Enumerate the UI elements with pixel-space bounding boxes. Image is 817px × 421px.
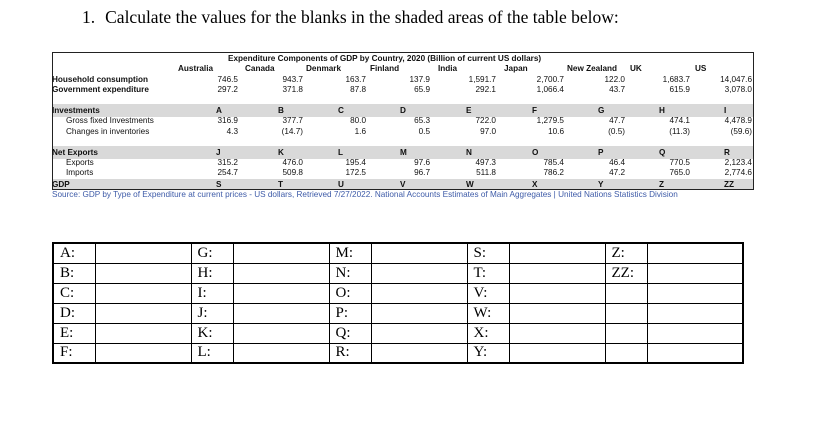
value-cell: 43.7: [609, 85, 625, 94]
value-cell: 722.0: [475, 116, 496, 125]
country-header: New Zealand: [567, 64, 618, 73]
value-cell: 476.0: [282, 158, 303, 167]
value-cell: 786.2: [543, 168, 564, 177]
country-header: Japan: [504, 64, 528, 73]
value-cell: 943.7: [282, 75, 303, 84]
answer-label: ZZ:: [605, 263, 647, 283]
blank-cell: O: [532, 148, 539, 157]
answer-label: N:: [329, 263, 371, 283]
value-cell: 377.7: [282, 116, 303, 125]
country-header: Finland: [370, 64, 400, 73]
value-cell: 97.6: [414, 158, 430, 167]
answer-label: C:: [53, 283, 95, 303]
answer-label: J:: [191, 303, 233, 323]
answer-blank[interactable]: [647, 243, 743, 263]
answer-label: Y:: [467, 343, 509, 363]
value-cell: 1,683.7: [662, 75, 690, 84]
answer-blank[interactable]: [95, 343, 191, 363]
row-label: Investments: [52, 106, 100, 115]
blank-cell: U: [338, 180, 344, 189]
answer-blank[interactable]: [95, 323, 191, 343]
blank-cell: E: [466, 106, 472, 115]
answer-blank[interactable]: [233, 343, 329, 363]
answer-label: Q:: [329, 323, 371, 343]
answer-blank[interactable]: [647, 283, 743, 303]
value-cell: 80.0: [350, 116, 366, 125]
value-cell: 4.3: [226, 127, 238, 136]
blank-cell: Q: [659, 148, 666, 157]
answer-blank[interactable]: [647, 263, 743, 283]
answer-blank[interactable]: [233, 263, 329, 283]
blank-cell: I: [724, 106, 727, 115]
value-cell: 1,066.4: [536, 85, 564, 94]
blank-cell: C: [338, 106, 344, 115]
blank-cell: R: [724, 148, 730, 157]
value-cell: 195.4: [345, 158, 366, 167]
answer-row: [53, 343, 743, 363]
answer-blank[interactable]: [95, 303, 191, 323]
answer-blank[interactable]: [647, 343, 743, 363]
value-cell: 137.9: [409, 75, 430, 84]
value-cell: 47.7: [609, 116, 625, 125]
value-cell: 3,078.0: [724, 85, 752, 94]
row-label: Government expenditure: [52, 85, 149, 94]
answer-blank[interactable]: [647, 323, 743, 343]
question: [82, 7, 619, 28]
answer-blank[interactable]: [371, 263, 467, 283]
row-label: Net Exports: [52, 148, 98, 157]
answer-blank[interactable]: [233, 283, 329, 303]
blank-cell: P: [598, 148, 604, 157]
value-cell: (14.7): [281, 127, 303, 136]
answer-blank[interactable]: [371, 283, 467, 303]
value-cell: 1.6: [354, 127, 366, 136]
answer-label: [605, 343, 647, 363]
country-header: Denmark: [306, 64, 342, 73]
value-cell: 497.3: [475, 158, 496, 167]
blank-cell: ZZ: [724, 180, 735, 189]
blank-cell: K: [278, 148, 284, 157]
blank-cell: S: [216, 180, 222, 189]
value-cell: 292.1: [475, 85, 496, 94]
country-header: Australia: [178, 64, 214, 73]
value-cell: 96.7: [414, 168, 430, 177]
blank-cell: J: [216, 148, 221, 157]
blank-cell: B: [278, 106, 284, 115]
answer-grid: [52, 242, 744, 364]
value-cell: 2,774.6: [724, 168, 752, 177]
row-label: Changes in inventories: [66, 127, 150, 136]
answer-label: O:: [329, 283, 371, 303]
blank-cell: X: [532, 180, 538, 189]
answer-row: [53, 243, 743, 263]
value-cell: 511.8: [476, 168, 496, 177]
blank-cell: A: [216, 106, 222, 115]
value-cell: 254.7: [217, 168, 238, 177]
answer-row: [53, 263, 743, 283]
row-label: Gross fixed Investments: [66, 116, 154, 125]
value-cell: 765.0: [669, 168, 690, 177]
question-text: Calculate the values for the blanks in the shaded areas of the table below:: [105, 7, 619, 27]
value-cell: 10.6: [548, 127, 564, 136]
value-cell: 2,700.7: [536, 75, 564, 84]
answer-label: B:: [53, 263, 95, 283]
answer-blank[interactable]: [233, 323, 329, 343]
answer-row: [53, 283, 743, 303]
answer-label: K:: [191, 323, 233, 343]
answer-blank[interactable]: [509, 263, 605, 283]
answer-blank[interactable]: [647, 303, 743, 323]
value-cell: 1,279.5: [536, 116, 564, 125]
blank-cell: W: [466, 180, 474, 189]
value-cell: (11.3): [669, 127, 690, 136]
value-cell: (59.6): [730, 127, 752, 136]
answer-label: S:: [467, 243, 509, 263]
answer-label: Z:: [605, 243, 647, 263]
value-cell: 163.7: [345, 75, 366, 84]
answer-blank[interactable]: [509, 323, 605, 343]
answer-label: [605, 283, 647, 303]
answer-label: W:: [467, 303, 509, 323]
answer-blank[interactable]: [509, 283, 605, 303]
value-cell: 65.3: [414, 116, 430, 125]
value-cell: 65.9: [414, 85, 430, 94]
country-header: Canada: [245, 64, 275, 73]
answer-blank[interactable]: [371, 343, 467, 363]
answer-row: [53, 303, 743, 323]
value-cell: 785.4: [543, 158, 564, 167]
answer-label: V:: [467, 283, 509, 303]
answer-label: X:: [467, 323, 509, 343]
answer-label: I:: [191, 283, 233, 303]
value-cell: 615.9: [669, 85, 690, 94]
answer-label: D:: [53, 303, 95, 323]
answer-label: [605, 303, 647, 323]
value-cell: 46.4: [609, 158, 625, 167]
row-label: GDP: [52, 180, 70, 189]
blank-cell: L: [338, 148, 344, 157]
value-cell: 172.5: [345, 168, 366, 177]
question-number: 1.: [82, 7, 96, 27]
row-label: Exports: [66, 158, 94, 167]
value-cell: 1,591.7: [468, 75, 496, 84]
answer-blank[interactable]: [233, 303, 329, 323]
answer-label: R:: [329, 343, 371, 363]
value-cell: 122.0: [604, 75, 625, 84]
value-cell: 4,478.9: [724, 116, 752, 125]
value-cell: 316.9: [217, 116, 238, 125]
answer-blank[interactable]: [509, 303, 605, 323]
value-cell: 474.1: [669, 116, 690, 125]
row-label: Household consumption: [52, 75, 148, 84]
answer-blank[interactable]: [371, 323, 467, 343]
answer-label: A:: [53, 243, 95, 263]
answer-blank[interactable]: [233, 243, 329, 263]
blank-cell: T: [278, 180, 284, 189]
value-cell: 371.8: [282, 85, 303, 94]
answer-label: M:: [329, 243, 371, 263]
value-cell: 770.5: [669, 158, 690, 167]
country-header: UK: [630, 64, 642, 73]
answer-label: F:: [53, 343, 95, 363]
answer-blank[interactable]: [371, 243, 467, 263]
table-source: Source: GDP by Type of Expenditure at current prices - US dollars, Retrieved 7/27/2022. National Accounts Estimates of Main Aggregates | United Nations Statistics Division: [52, 190, 678, 199]
value-cell: 746.5: [217, 75, 238, 84]
answer-label: G:: [191, 243, 233, 263]
value-cell: (0.5): [608, 127, 625, 136]
table-frame: [52, 52, 754, 190]
blank-cell: V: [400, 180, 406, 189]
value-cell: 97.0: [480, 127, 496, 136]
value-cell: 315.2: [217, 158, 238, 167]
blank-cell: G: [598, 106, 605, 115]
answer-label: H:: [191, 263, 233, 283]
blank-cell: M: [400, 148, 407, 157]
answer-blank[interactable]: [371, 303, 467, 323]
answer-label: [605, 323, 647, 343]
answer-label: L:: [191, 343, 233, 363]
answer-blank[interactable]: [95, 283, 191, 303]
blank-cell: Z: [659, 180, 665, 189]
blank-cell: H: [659, 106, 665, 115]
value-cell: 509.8: [282, 168, 303, 177]
gdp-table: [52, 47, 770, 217]
answer-blank[interactable]: [509, 243, 605, 263]
value-cell: 14,047.6: [720, 75, 752, 84]
blank-cell: N: [466, 148, 472, 157]
answer-blank[interactable]: [509, 343, 605, 363]
blank-cell: Y: [598, 180, 604, 189]
value-cell: 2,123.4: [724, 158, 752, 167]
answer-blank[interactable]: [95, 263, 191, 283]
row-label: Imports: [66, 168, 94, 177]
value-cell: 87.8: [350, 85, 366, 94]
value-cell: 0.5: [418, 127, 430, 136]
value-cell: 47.2: [609, 168, 625, 177]
answer-label: T:: [467, 263, 509, 283]
country-header: India: [438, 64, 458, 73]
blank-cell: F: [532, 106, 538, 115]
answer-label: P:: [329, 303, 371, 323]
table-title: Expenditure Components of GDP by Country, 2020 (Billion of current US dollars): [228, 54, 542, 63]
answer-label: E:: [53, 323, 95, 343]
country-header: US: [695, 64, 707, 73]
blank-cell: D: [400, 106, 406, 115]
answer-blank[interactable]: [95, 243, 191, 263]
value-cell: 297.2: [217, 85, 238, 94]
answer-row: [53, 323, 743, 343]
